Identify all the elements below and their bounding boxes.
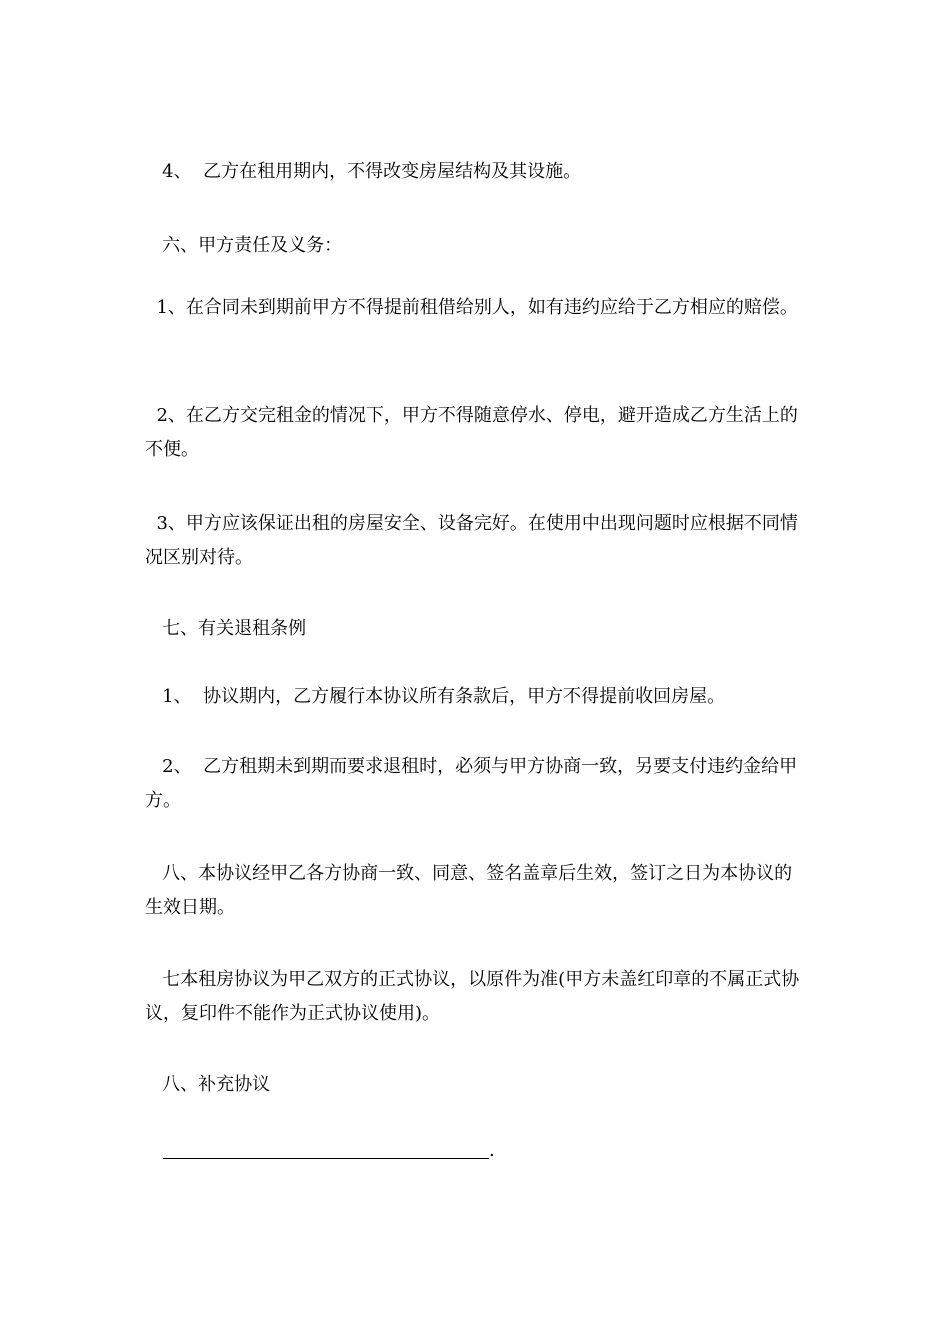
section-6-heading: 六、甲方责任及义务： — [145, 235, 343, 256]
clause-6-2: 2、在乙方交完租金的情况下，甲方不得随意停水、停电，避开造成乙方生活上的不便。 — [145, 405, 798, 460]
blank-line-period: . — [489, 1140, 495, 1161]
clause-4-no-structural-changes: 4、 乙方在租用期内，不得改变房屋结构及其设施。 — [145, 161, 582, 182]
supplementary-blank-line — [163, 1158, 489, 1159]
section-7-heading: 七、有关退租条例 — [145, 618, 307, 639]
official-agreement-clause: 七本租房协议为甲乙双方的正式协议，以原件为准(甲方未盖红印章的不属正式协议，复印件不能作为正式协议使用)。 — [145, 969, 800, 1024]
clause-6-1: 1、在合同未到期前甲方不得提前租借给别人，如有违约应给于乙方相应的赔偿。 — [145, 297, 798, 318]
section-8-effective-clause: 八、本协议经甲乙各方协商一致、同意、签名盖章后生效，签订之日为本协议的生效日期。 — [145, 863, 793, 918]
supplementary-agreement-heading: 八、补充协议 — [145, 1074, 271, 1095]
clause-7-1: 1、 协议期内，乙方履行本协议所有条款后，甲方不得提前收回房屋。 — [145, 686, 726, 707]
clause-6-3: 3、甲方应该保证出租的房屋安全、设备完好。在使用中出现问题时应根据不同情况区别对待。 — [145, 513, 798, 568]
clause-7-2: 2、 乙方租期未到期而要求退租时，必须与甲方协商一致，另要支付违约金给甲方。 — [145, 756, 798, 811]
